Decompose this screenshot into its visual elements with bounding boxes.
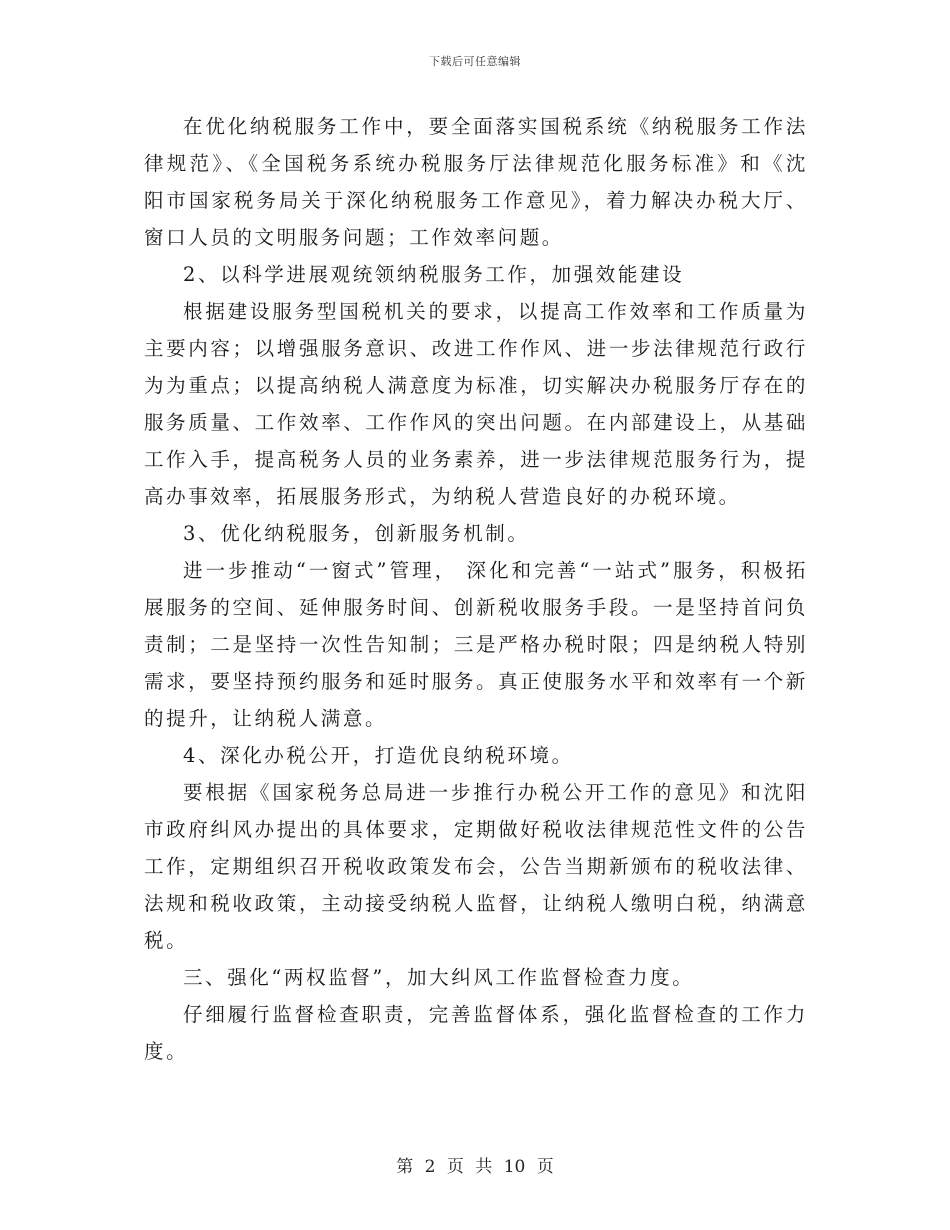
page-header: 下载后可任意编辑 <box>429 55 521 68</box>
section-heading: 4、深化办税公开，打造优良纳税环境。 <box>183 744 574 767</box>
paragraph: 要根据《国家税务总局进一步推行办税公开工作的意见》和沈阳市政府纠风办提出的具体要求，定期做好税收法律规范性文件的公告工作，定期组织召开税收政策发布会，公告当期新颁布的税收法律、法规和税收政策，主动接受纳税人监督，让纳税人缴明白税，纳满意税。 <box>144 781 808 952</box>
paragraph: 在优化纳税服务工作中，要全面落实国税系统《纳税服务工作法律规范》、《全国税务系统办税服务厅法律规范化服务标准》和《沈阳市国家税务局关于深化纳税服务工作意见》，着力解决办税大厅、窗口人员的文明服务问题；工作效率问题。 <box>144 115 808 249</box>
paragraph: 进一步推动“一窗式”管理， 深化和完善“一站式”服务，积极拓展服务的空间、延伸服务时间、创新税收服务手段。一是坚持首问负责制；二是坚持一次性告知制；三是严格办税时限；四是纳税人特别需求，要坚持预约服务和延时服务。真正使服务水平和效率有一个新的提升，让纳税人满意。 <box>144 559 808 730</box>
paragraph: 根据建设服务型国税机关的要求，以提高工作效率和工作质量为主要内容；以增强服务意识、改进工作作风、进一步法律规范行政行为为重点；以提高纳税人满意度为标准，切实解决办税服务厅存在的服务质量、工作效率、工作作风的突出问题。在内部建设上，从基础工作入手，提高税务人员的业务素养，进一步法律规范服务行为，提高办事效率，拓展服务形式，为纳税人营造良好的办税环境。 <box>144 300 808 508</box>
section-heading: 2、以科学进展观统领纳税服务工作，加强效能建设 <box>183 263 685 286</box>
section-heading: 3、优化纳税服务，创新服务机制。 <box>183 522 530 545</box>
paragraph: 仔细履行监督检查职责，完善监督体系，强化监督检查的工作力度。 <box>144 1003 808 1063</box>
document-body <box>144 108 808 1070</box>
page-number-footer: 第 2 页 共 10 页 <box>396 1157 554 1177</box>
section-heading: 三、强化“两权监督”，加大纠风工作监督检查力度。 <box>183 966 695 989</box>
